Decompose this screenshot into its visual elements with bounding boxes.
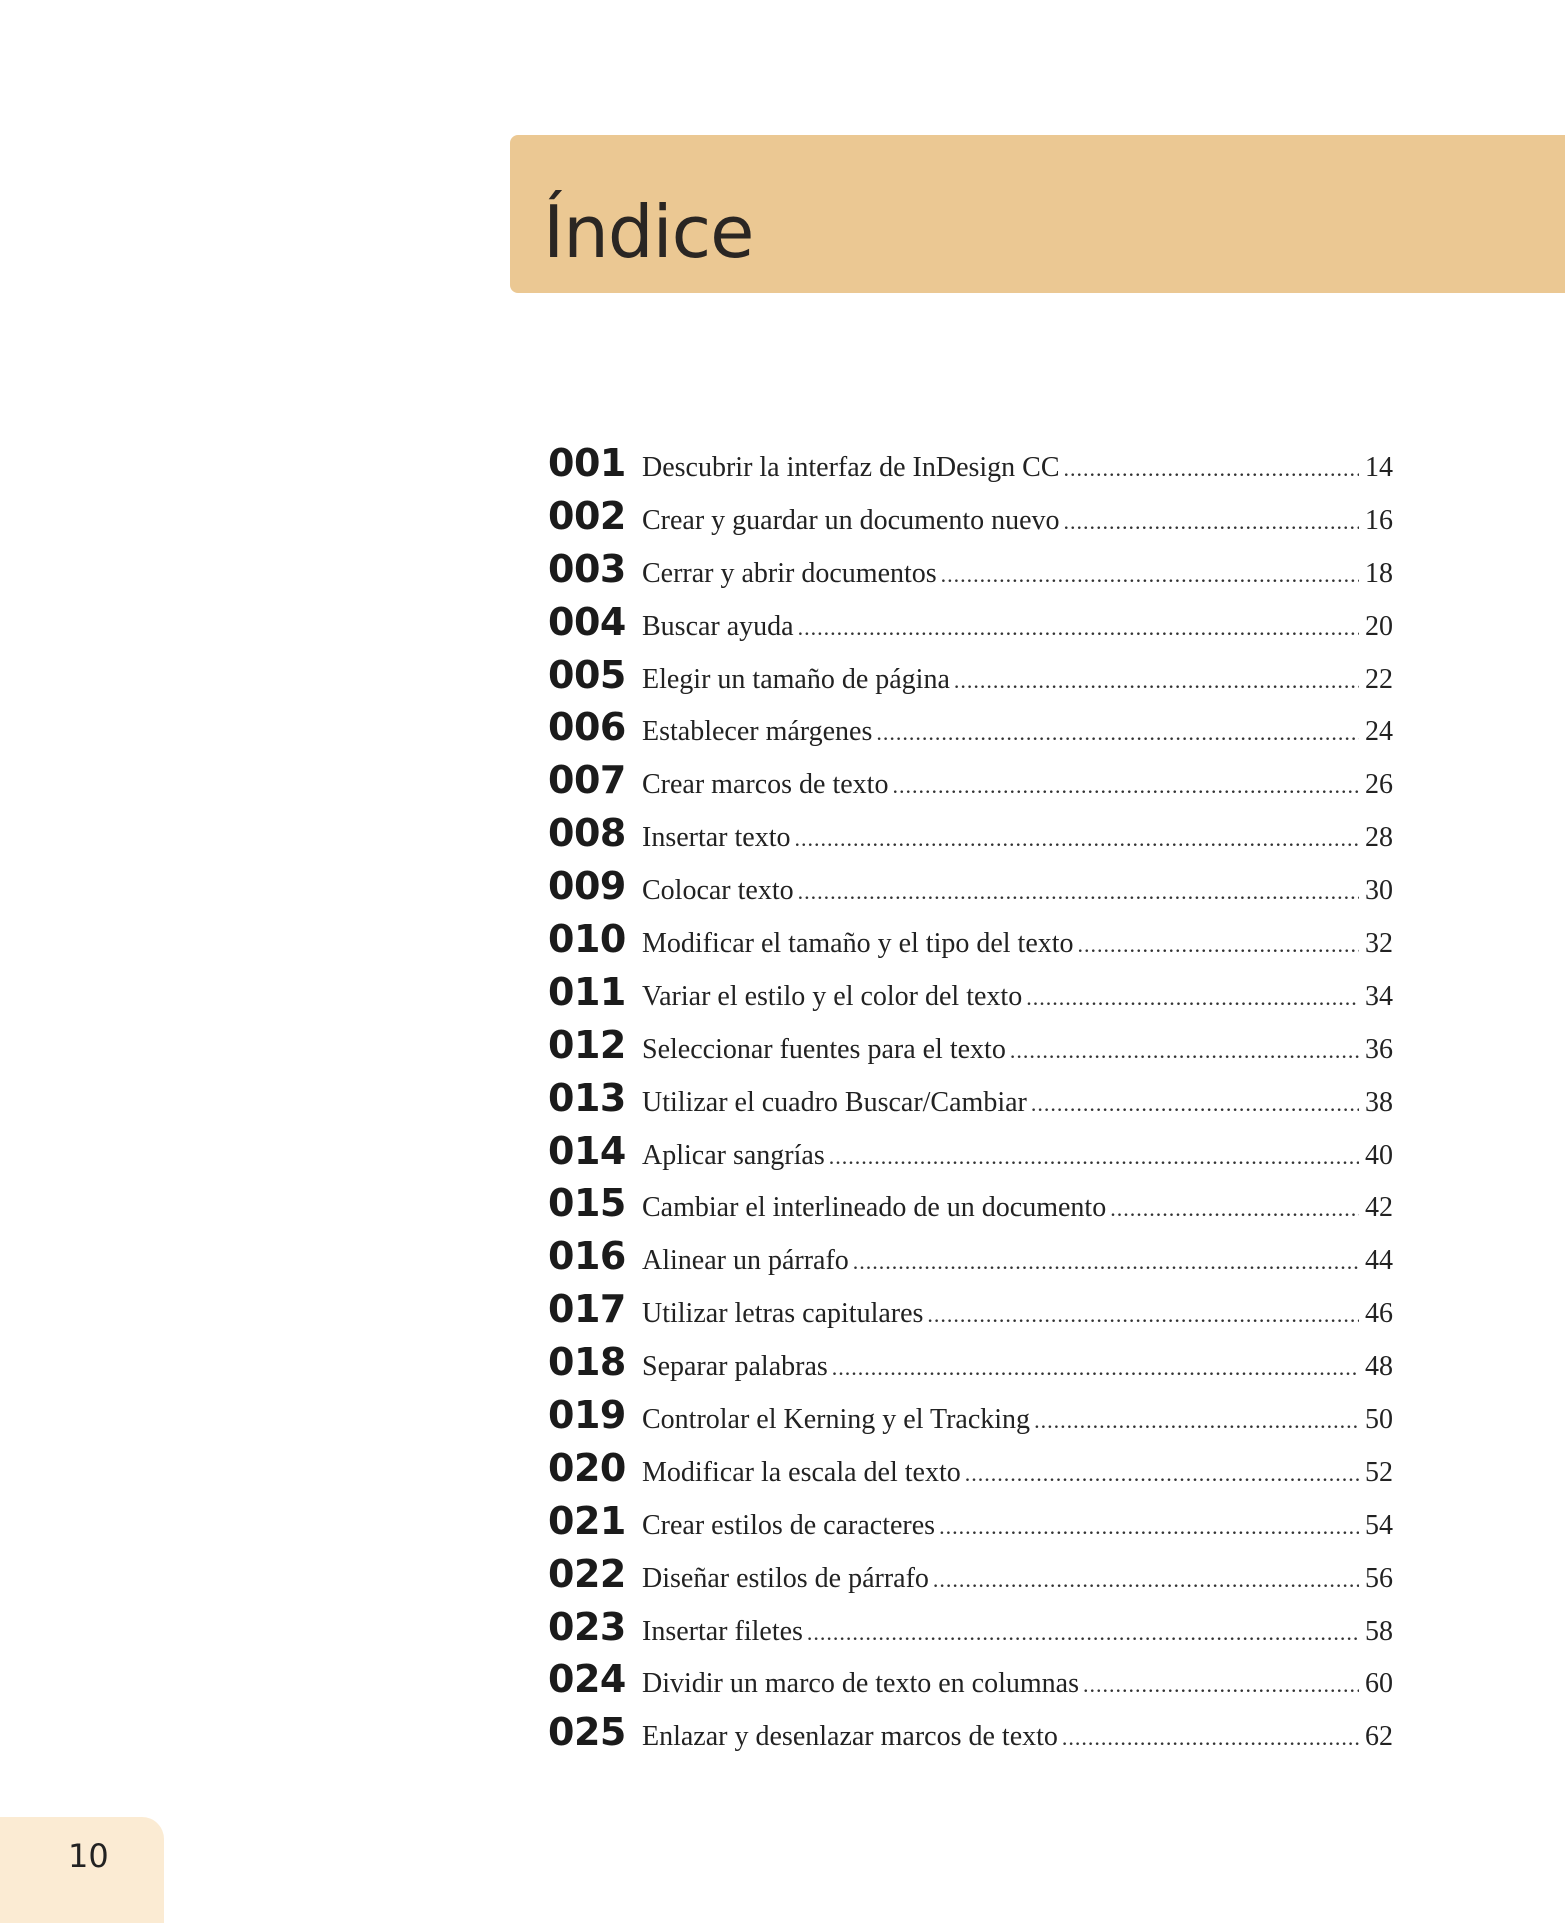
toc-entry-page: 56	[1365, 1562, 1393, 1594]
toc-entry	[548, 1181, 1393, 1234]
toc-entry-title: Modificar el tamaño y el tipo del texto	[642, 928, 1074, 960]
toc-entry	[548, 1076, 1393, 1129]
toc-entry-number: 009	[548, 864, 626, 909]
toc-entry-page: 34	[1365, 980, 1393, 1012]
toc-entry-title: Aplicar sangrías	[642, 1139, 825, 1171]
toc-dot-leader	[1031, 1091, 1359, 1117]
toc-entry-number: 005	[548, 652, 626, 697]
toc-dot-leader	[1026, 985, 1359, 1011]
toc-entry	[548, 1129, 1393, 1182]
toc-dot-leader	[1034, 1408, 1359, 1434]
toc-entry	[548, 1287, 1393, 1340]
toc-entry-page: 28	[1365, 822, 1393, 854]
toc-entry-title: Diseñar estilos de párrafo	[642, 1562, 929, 1594]
toc-dot-leader	[1083, 1672, 1359, 1698]
toc-entry-page: 60	[1365, 1668, 1393, 1700]
toc-entry-page: 62	[1365, 1721, 1393, 1753]
toc-entry	[548, 494, 1393, 547]
toc-entry-page: 14	[1365, 452, 1393, 483]
toc-entry-title: Alinear un párrafo	[642, 1245, 849, 1277]
toc-entry	[548, 705, 1393, 758]
toc-entry-title: Insertar texto	[642, 822, 791, 854]
toc-entry-number: 011	[548, 969, 626, 1014]
toc-entry-title: Elegir un tamaño de página	[642, 663, 950, 695]
toc-entry-page: 32	[1365, 928, 1393, 960]
toc-entry-title: Colocar texto	[642, 875, 794, 907]
toc-entry-page: 38	[1365, 1086, 1393, 1118]
toc-entry-number: 015	[548, 1181, 626, 1226]
toc-entry	[548, 1552, 1393, 1605]
toc-entry-number: 012	[548, 1022, 626, 1067]
toc-entry	[548, 1657, 1393, 1710]
toc-entry	[548, 1499, 1393, 1552]
toc-entry-number: 010	[548, 917, 626, 962]
toc-entry-number: 025	[548, 1710, 626, 1755]
toc-dot-leader	[1010, 1038, 1359, 1064]
toc-dot-leader	[1078, 932, 1359, 958]
toc-entry-number: 017	[548, 1287, 626, 1332]
toc-entry-page: 16	[1365, 504, 1393, 536]
toc-entry-title: Utilizar el cuadro Buscar/Cambiar	[642, 1086, 1027, 1118]
toc-entry	[548, 1605, 1393, 1658]
toc-entry-page: 58	[1365, 1615, 1393, 1647]
toc-entry	[548, 1393, 1393, 1446]
toc-entry-number: 006	[548, 705, 626, 750]
toc-dot-leader	[798, 615, 1359, 641]
toc-entry-number: 016	[548, 1234, 626, 1279]
toc-dot-leader	[954, 668, 1359, 694]
toc-entry-title: Cerrar y abrir documentos	[642, 557, 937, 589]
toc-entry-number: 002	[548, 493, 626, 538]
toc-entry-title: Seleccionar fuentes para el texto	[642, 1033, 1006, 1065]
toc-entry-page: 26	[1365, 769, 1393, 801]
toc-entry-title: Utilizar letras capitulares	[642, 1298, 924, 1330]
toc-dot-leader	[1110, 1196, 1359, 1222]
toc-entry-page: 18	[1365, 557, 1393, 589]
toc-entry	[548, 600, 1393, 653]
toc-entry-title: Controlar el Kerning y el Tracking	[642, 1404, 1031, 1436]
toc-entry-title: Enlazar y desenlazar marcos de texto	[642, 1721, 1058, 1753]
toc-dot-leader	[927, 1302, 1359, 1328]
toc-dot-leader	[941, 562, 1359, 588]
toc-entry-page: 54	[1365, 1509, 1393, 1541]
toc-entry	[548, 1023, 1393, 1076]
toc-entry-number: 023	[548, 1604, 626, 1649]
toc-entry	[548, 1446, 1393, 1499]
toc-dot-leader	[876, 720, 1359, 746]
toc-entry	[548, 758, 1393, 811]
toc-entry	[548, 917, 1393, 970]
toc-entry-title: Crear y guardar un documento nuevo	[642, 504, 1060, 536]
toc-entry-page: 50	[1365, 1404, 1393, 1436]
toc-entry-number: 024	[548, 1657, 626, 1702]
page-title: Índice	[543, 190, 754, 274]
toc-entry	[548, 864, 1393, 917]
toc-dot-leader	[933, 1567, 1359, 1593]
toc-entry-number: 020	[548, 1445, 626, 1490]
toc-dot-leader	[1062, 1725, 1359, 1751]
page-number: 10	[68, 1837, 109, 1875]
toc-entry	[548, 970, 1393, 1023]
toc-dot-leader	[1064, 509, 1359, 535]
toc-dot-leader	[939, 1514, 1359, 1540]
toc-entry	[548, 547, 1393, 600]
toc-entry-page: 24	[1365, 716, 1393, 748]
toc-entry-number: 003	[548, 546, 626, 591]
toc-entry-page: 40	[1365, 1139, 1393, 1171]
toc-entry-number: 001	[548, 441, 626, 485]
toc-entry-title: Variar el estilo y el color del texto	[642, 980, 1023, 1012]
toc-entry-page: 46	[1365, 1298, 1393, 1330]
toc-entry-title: Establecer márgenes	[642, 716, 873, 748]
toc-entry-page: 36	[1365, 1033, 1393, 1065]
toc-entry-title: Dividir un marco de texto en columnas	[642, 1668, 1079, 1700]
toc-dot-leader	[1064, 456, 1359, 482]
toc-entry-title: Buscar ayuda	[642, 610, 794, 642]
toc-dot-leader	[892, 773, 1359, 799]
toc-dot-leader	[795, 826, 1360, 852]
toc-entry	[548, 811, 1393, 864]
table-of-contents	[548, 441, 1393, 1763]
toc-entry-number: 007	[548, 758, 626, 803]
toc-entry-number: 022	[548, 1551, 626, 1596]
toc-entry-title: Crear marcos de texto	[642, 769, 889, 801]
toc-dot-leader	[829, 1144, 1359, 1170]
toc-entry-number: 004	[548, 599, 626, 644]
toc-dot-leader	[832, 1355, 1359, 1381]
toc-entry-page: 44	[1365, 1245, 1393, 1277]
toc-dot-leader	[807, 1620, 1359, 1646]
toc-entry	[548, 1340, 1393, 1393]
toc-entry	[548, 1234, 1393, 1287]
toc-entry	[548, 1710, 1393, 1763]
toc-entry-title: Modificar la escala del texto	[642, 1456, 961, 1488]
toc-entry-number: 008	[548, 811, 626, 856]
toc-entry-page: 48	[1365, 1351, 1393, 1383]
toc-entry-number: 013	[548, 1075, 626, 1120]
toc-entry-number: 014	[548, 1128, 626, 1173]
toc-entry	[548, 653, 1393, 706]
toc-dot-leader	[798, 879, 1359, 905]
toc-dot-leader	[965, 1461, 1359, 1487]
toc-entry	[548, 441, 1393, 494]
toc-entry-title: Descubrir la interfaz de InDesign CC	[642, 452, 1060, 483]
toc-dot-leader	[853, 1249, 1359, 1275]
toc-entry-number: 021	[548, 1498, 626, 1543]
toc-entry-number: 019	[548, 1393, 626, 1438]
toc-entry-page: 20	[1365, 610, 1393, 642]
toc-entry-title: Cambiar el interlineado de un documento	[642, 1192, 1107, 1224]
toc-entry-page: 52	[1365, 1456, 1393, 1488]
toc-entry-number: 018	[548, 1340, 626, 1385]
toc-entry-title: Insertar filetes	[642, 1615, 803, 1647]
toc-entry-page: 30	[1365, 875, 1393, 907]
toc-entry-page: 22	[1365, 663, 1393, 695]
toc-entry-title: Crear estilos de caracteres	[642, 1509, 936, 1541]
toc-entry-page: 42	[1365, 1192, 1393, 1224]
toc-entry-title: Separar palabras	[642, 1351, 828, 1383]
